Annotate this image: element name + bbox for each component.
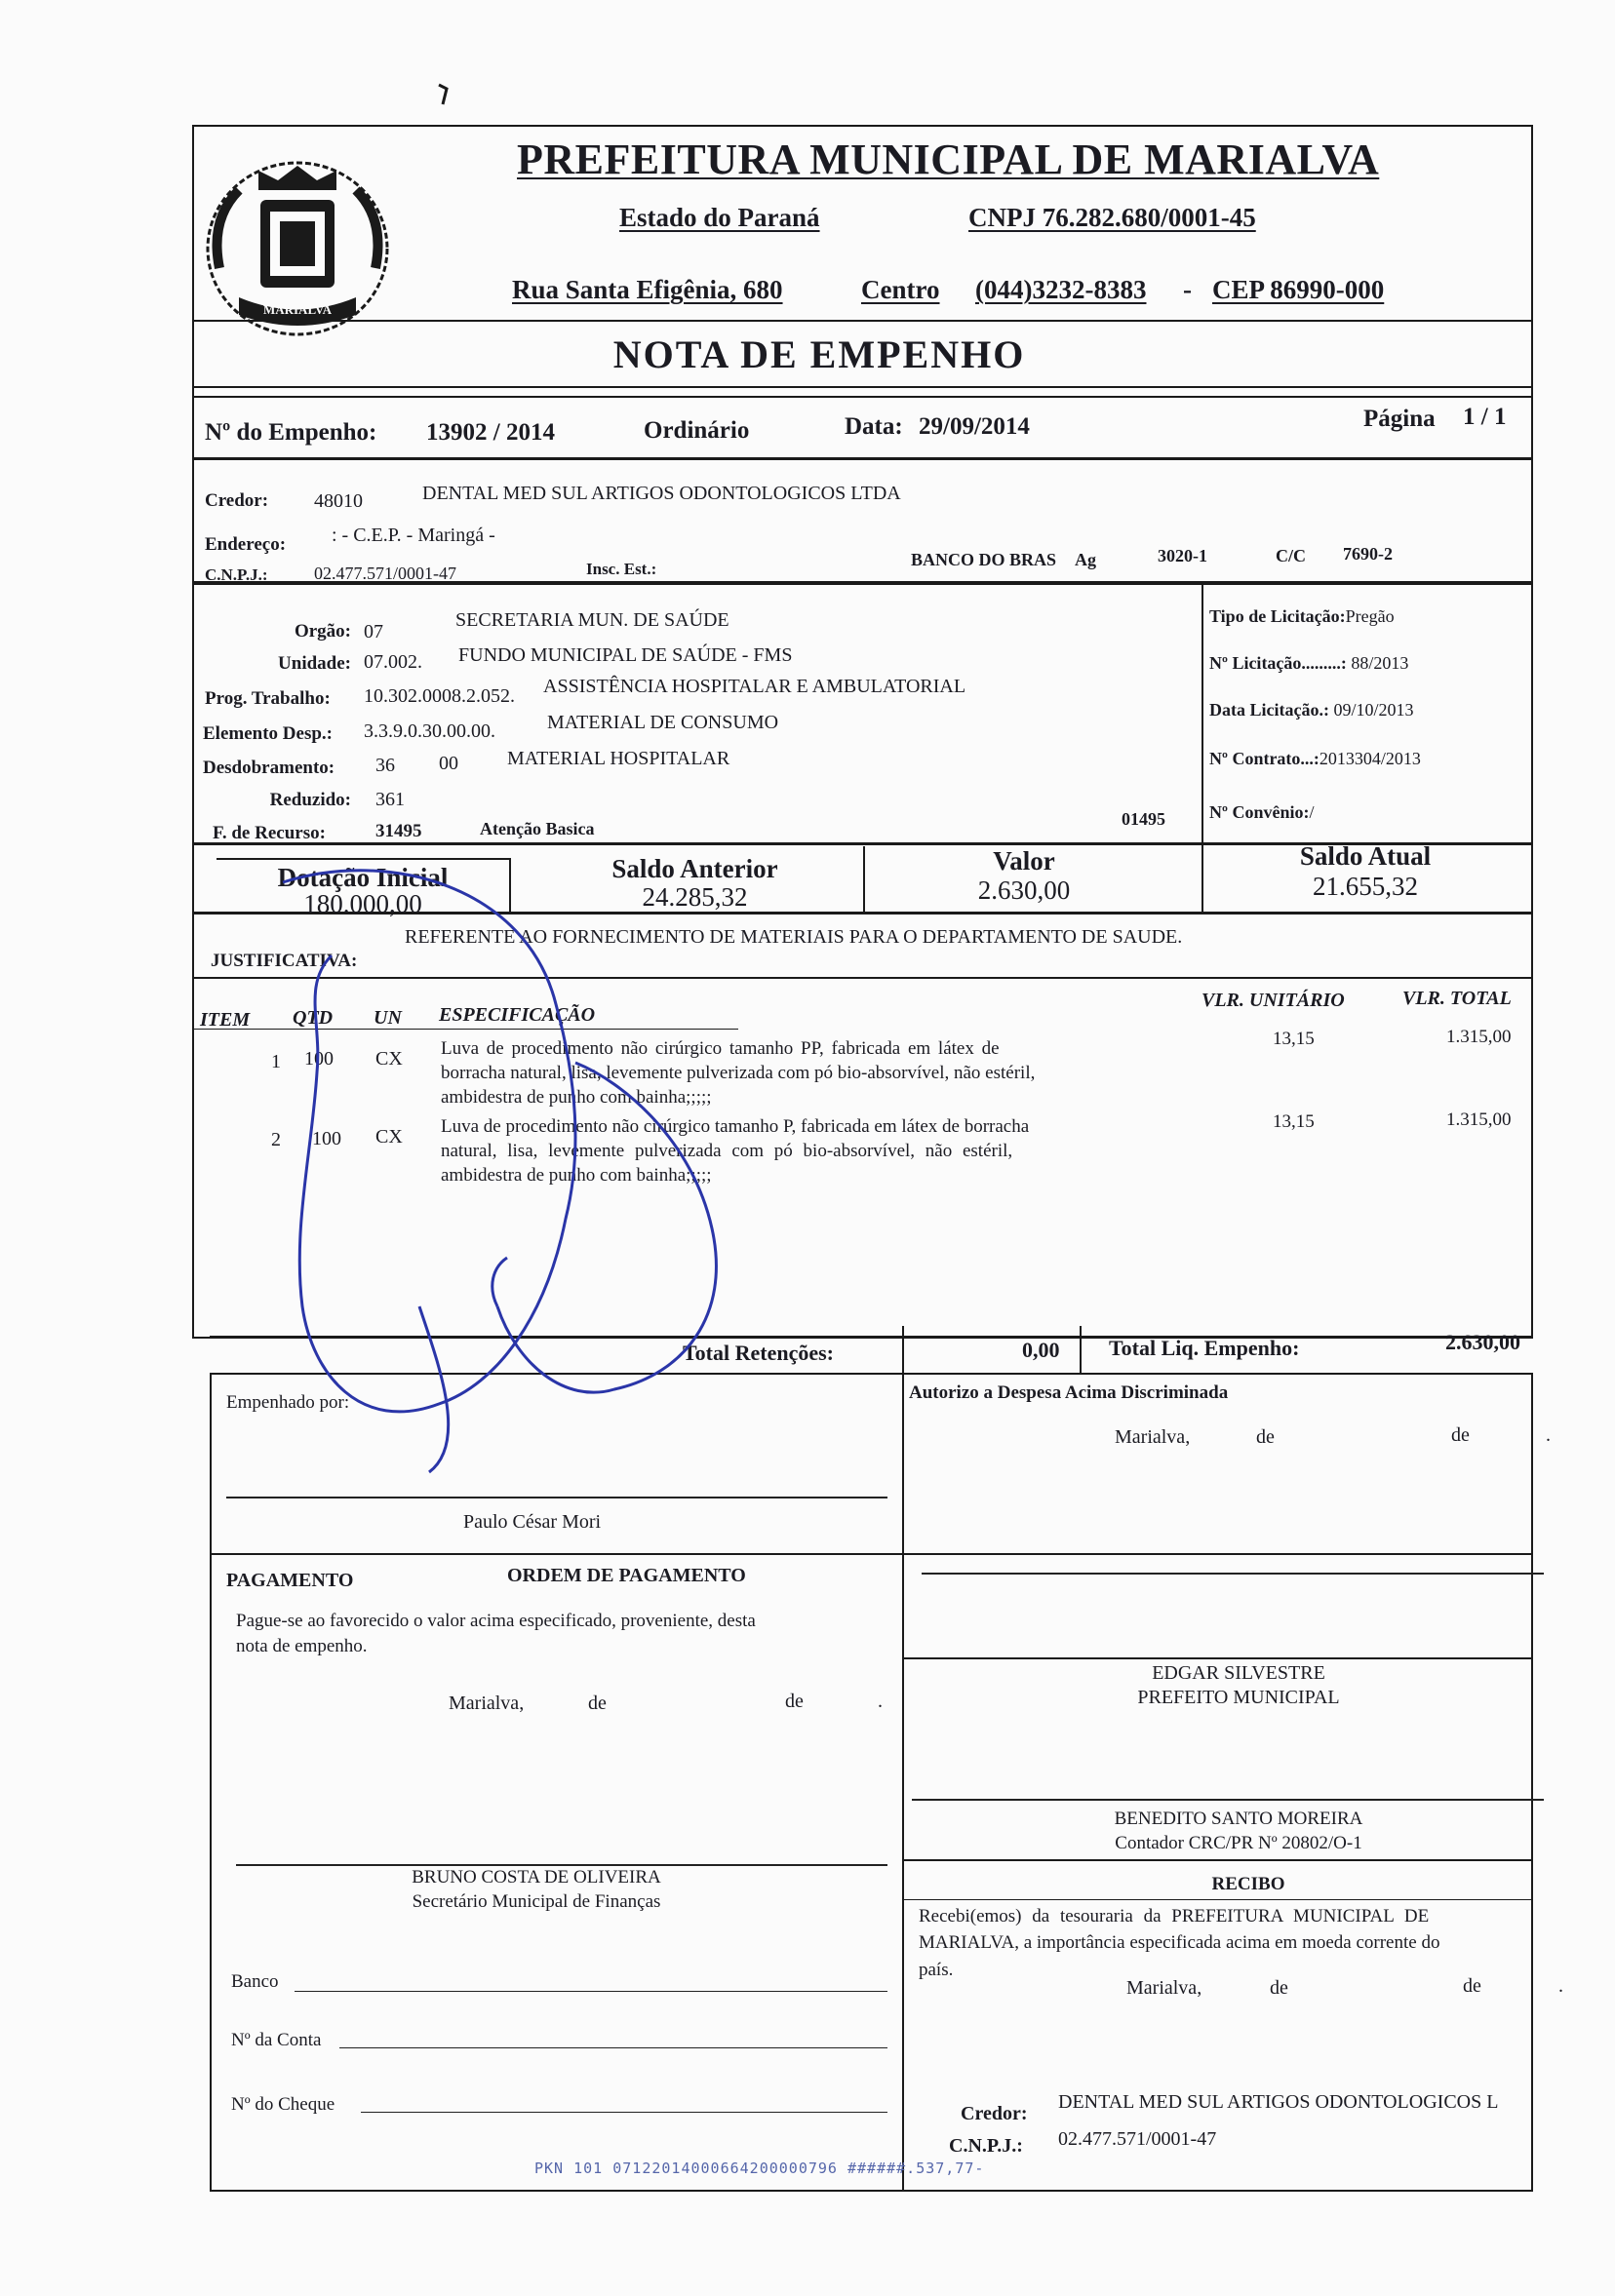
prog-name: ASSISTÊNCIA HOSPITALAR E AMBULATORIAL — [543, 676, 966, 697]
item-1-line-1: Luva de procedimento não cirúrgico tamanho PP, fabricada em látex de — [441, 1038, 1000, 1059]
recurso-label: F. de Recurso: — [213, 823, 326, 843]
page-label: Página — [1363, 406, 1436, 432]
header-district: Centro — [861, 275, 940, 304]
recurso-right: 01495 — [1122, 809, 1165, 829]
credor-cnpj: 02.477.571/0001-47 — [314, 564, 456, 583]
saldo-divider-2 — [863, 846, 865, 914]
insc-est-label: Insc. Est.: — [586, 560, 657, 578]
totals-divider-1 — [902, 1326, 904, 1375]
recibo-credor-name: DENTAL MED SUL ARTIGOS ODONTOLOGICOS L — [1058, 2091, 1499, 2113]
header-street: Rua Santa Efigênia, 680 — [512, 275, 783, 304]
item-1-line-2: borracha natural, lisa, levemente pulverizada com pó bio-absorvível, não estéril, — [441, 1063, 1036, 1083]
tipo-licitacao-value: Pregão — [1345, 606, 1395, 626]
recibo-text-2: MARIALVA, a importância especificada acima em moeda corrente do — [919, 1932, 1440, 1953]
col-item: ITEM — [200, 1009, 251, 1031]
account-label: C/C — [1276, 546, 1306, 565]
agency-value: 3020-1 — [1158, 546, 1207, 565]
ordem-pagamento-label: ORDEM DE PAGAMENTO — [507, 1565, 746, 1586]
valor-value: 2.630,00 — [977, 876, 1071, 905]
contrato — [1209, 749, 1421, 769]
numero-licitacao-value: 88/2013 — [1351, 653, 1409, 673]
item-2-unit: 13,15 — [1273, 1111, 1315, 1132]
reduzido-label: Reduzido: — [269, 790, 351, 810]
prog-label: Prog. Trabalho: — [205, 688, 331, 709]
desdobramento-label: Desdobramento: — [203, 758, 335, 778]
svg-text:MARIALVA: MARIALVA — [262, 302, 333, 317]
autorizo-label: Autorizo a Despesa Acima Discriminada — [909, 1382, 1229, 1403]
col-un: UN — [374, 1007, 402, 1029]
item-1-number: 1 — [271, 1051, 281, 1072]
page-title: PREFEITURA MUNICIPAL DE MARIALVA — [517, 136, 1380, 183]
recibo-title-line — [902, 1899, 1533, 1900]
contrato-value: 2013304/2013 — [1319, 749, 1421, 768]
totals-divider-2 — [1080, 1326, 1082, 1375]
recibo-text-3: país. — [919, 1960, 954, 1980]
address-value: : - C.E.P. - Maringá - — [332, 525, 495, 546]
recibo-de-1: de — [1270, 1977, 1288, 1999]
bank-stamp: PKN 101 07122014000664200000796 ######.537,77- — [534, 2160, 985, 2177]
desdobramento-sub: 00 — [439, 753, 458, 774]
justificativa-text: REFERENTE AO FORNECIMENTO DE MATERIAIS PARA O DEPARTAMENTO DE SAUDE. — [405, 926, 1183, 948]
header-phone: (044)3232-8383 — [975, 275, 1147, 304]
conta-field[interactable] — [339, 2047, 887, 2048]
agency-label: Ag — [1075, 550, 1096, 569]
city-crest — [200, 151, 395, 346]
autorizo-de-2: de — [1451, 1424, 1470, 1446]
cheque-field[interactable] — [361, 2112, 887, 2113]
empenhado-name: Paulo César Mori — [463, 1511, 602, 1533]
page-number: 1 / 1 — [1463, 404, 1507, 430]
header-cnpj: CNPJ 76.282.680/0001-45 — [968, 203, 1256, 232]
item-1-un: CX — [375, 1048, 403, 1070]
orgao-name: SECRETARIA MUN. DE SAÚDE — [455, 609, 729, 631]
recurso-code: 31495 — [375, 821, 422, 841]
credor-code: 48010 — [314, 490, 363, 512]
header-divider — [192, 320, 1533, 322]
desdobramento-name: MATERIAL HOSPITALAR — [507, 748, 730, 769]
autorizo-dot: . — [1546, 1424, 1551, 1446]
empenhado-signature-line — [226, 1497, 887, 1498]
item-2-line-1: Luva de procedimento não cirúrgico tamanho P, fabricada em látex de borracha — [441, 1116, 1030, 1137]
contador-signature-line — [912, 1799, 1544, 1801]
pagamento-city: Marialva, — [449, 1693, 525, 1714]
contador-name: BENEDITO SANTO MOREIRA — [1114, 1809, 1363, 1829]
bank-label: BANCO DO BRAS — [911, 550, 1057, 569]
liq-label: Total Liq. Empenho: — [1109, 1336, 1300, 1360]
pagamento-de-2: de — [785, 1691, 804, 1712]
financas-role: Secretário Municipal de Finanças — [412, 1891, 661, 1912]
recibo-city: Marialva, — [1126, 1977, 1202, 1999]
numero-licitacao — [1209, 653, 1408, 674]
reduzido-value: 361 — [375, 789, 405, 810]
pagamento-text-2: nota de empenho. — [236, 1636, 368, 1656]
col-espec: ESPECIFICAÇÃO — [439, 1004, 596, 1026]
financas-signature-line — [236, 1864, 887, 1866]
item-2-qtd: 100 — [312, 1128, 341, 1149]
item-2-un: CX — [375, 1126, 403, 1148]
handwritten-signature — [273, 858, 731, 1482]
elemento-label: Elemento Desp.: — [203, 723, 333, 744]
credor-label: Credor: — [205, 490, 269, 511]
recibo-top-line — [902, 1859, 1533, 1861]
pagamento-text-1: Pague-se ao favorecido o valor acima especificado, proveniente, desta — [236, 1611, 756, 1631]
prog-code: 10.302.0008.2.052. — [364, 685, 515, 707]
recibo-text-1: Recebi(emos) da tesouraria da PREFEITURA MUNICIPAL DE — [919, 1906, 1430, 1926]
pagamento-top-line — [210, 1553, 1533, 1555]
prefeito-top-line — [902, 1657, 1533, 1659]
banco-label: Banco — [231, 1971, 279, 1992]
justificativa-label: JUSTIFICATIVA: — [211, 951, 358, 971]
valor-label: Valor — [993, 846, 1055, 876]
banco-field[interactable] — [295, 1991, 887, 1992]
orgao-code: 07 — [364, 621, 383, 642]
recurso-name: Atenção Basica — [480, 819, 595, 838]
data-licitacao-label: Data Licitação.: — [1209, 700, 1329, 720]
recibo-credor-label: Credor: — [961, 2103, 1028, 2124]
saldo-atual-label: Saldo Atual — [1299, 841, 1432, 871]
convenio-label: Nº Convênio: — [1209, 802, 1310, 822]
empenho-number: 13902 / 2014 — [426, 419, 555, 446]
saldo-divider-3 — [1201, 844, 1203, 914]
unidade-name: FUNDO MUNICIPAL DE SAÚDE - FMS — [458, 644, 793, 666]
col-total: VLR. TOTAL — [1402, 988, 1512, 1009]
state-name: Estado do Paraná — [619, 203, 820, 232]
lower-frame — [210, 1373, 1533, 2192]
pagamento-label: PAGAMENTO — [226, 1570, 354, 1591]
empenhado-label: Empenhado por: — [226, 1392, 350, 1413]
item-1-qtd: 100 — [304, 1048, 334, 1070]
empenho-type: Ordinário — [644, 417, 750, 444]
col-unit: VLR. UNITÁRIO — [1201, 990, 1345, 1011]
item-1-line-3: ambidestra de punho com bainha;;;;; — [441, 1087, 712, 1108]
item-2-line-2: natural, lisa, levemente pulverizada com pó bio-absorvível, não estéril, — [441, 1141, 1013, 1161]
tipo-licitacao-label-text: Tipo de Licitação: — [1209, 606, 1346, 626]
account-value: 7690-2 — [1343, 544, 1393, 564]
unidade-label: Unidade: — [278, 653, 351, 674]
credor-cnpj-label: C.N.P.J.: — [205, 565, 268, 584]
licitacao-divider — [1201, 583, 1203, 844]
convenio — [1209, 802, 1314, 823]
item-2-line-3: ambidestra de punho com bainha;;;;; — [441, 1165, 712, 1186]
empenho-date: 29/09/2014 — [919, 413, 1030, 440]
lower-center-divider — [902, 1373, 904, 2192]
retencoes-label: Total Retenções: — [683, 1341, 834, 1365]
saldo-anterior-label: Saldo Anterior — [611, 854, 778, 883]
pagamento-de-1: de — [588, 1693, 607, 1714]
elemento-code: 3.3.9.0.30.00.00. — [364, 720, 495, 742]
elemento-name: MATERIAL DE CONSUMO — [547, 712, 779, 733]
data-licitacao — [1209, 700, 1413, 720]
col-qtd: QTD — [293, 1007, 334, 1029]
recibo-cnpj: 02.477.571/0001-47 — [1058, 2128, 1217, 2150]
conta-label: Nº da Conta — [231, 2030, 322, 2050]
contador-role: Contador CRC/PR Nº 20802/O-1 — [1115, 1833, 1362, 1853]
dotacao-inicial-label: Dotação Inicial — [277, 863, 449, 892]
empenho-date-label: Data: — [845, 413, 903, 440]
recibo-cnpj-label: C.N.P.J.: — [949, 2135, 1023, 2157]
scan-mark — [437, 83, 449, 106]
saldo-anterior-value: 24.285,32 — [642, 882, 748, 912]
autorizo-de-1: de — [1256, 1426, 1275, 1448]
credor-name: DENTAL MED SUL ARTIGOS ODONTOLOGICOS LTDA — [422, 483, 901, 504]
recibo-title: RECIBO — [1211, 1874, 1285, 1894]
autorizo-city: Marialva, — [1115, 1426, 1191, 1448]
contrato-label: Nº Contrato...: — [1209, 749, 1320, 768]
orgao-label: Orgão: — [294, 621, 351, 642]
cheque-label: Nº do Cheque — [231, 2094, 335, 2115]
desdobramento-code: 36 — [375, 755, 395, 776]
numero-licitacao-label: Nº Licitação.........: — [1209, 653, 1347, 673]
data-licitacao-value: 09/10/2013 — [1333, 700, 1414, 720]
item-2-number: 2 — [271, 1129, 281, 1150]
pagamento-dot: . — [878, 1691, 883, 1712]
doc-title: NOTA DE EMPENHO — [612, 332, 1026, 376]
saldo-atual-value: 21.655,32 — [1313, 872, 1418, 901]
recibo-dot: . — [1558, 1975, 1563, 1997]
financas-name: BRUNO COSTA DE OLIVEIRA — [412, 1867, 661, 1887]
dotacao-inicial-value: 180.000,00 — [303, 889, 422, 918]
header-dash: - — [1183, 275, 1192, 304]
header-cep: CEP 86990-000 — [1212, 275, 1385, 304]
item-2-total: 1.315,00 — [1446, 1109, 1512, 1130]
empenho-number-label: Nº do Empenho: — [205, 419, 377, 446]
prefeito-role: PREFEITO MUNICIPAL — [1137, 1687, 1340, 1708]
retencoes-value: 0,00 — [1022, 1338, 1060, 1362]
liq-value: 2.630,00 — [1445, 1330, 1520, 1354]
prefeito-name: EDGAR SILVESTRE — [1152, 1662, 1325, 1684]
tipo-licitacao-label — [1209, 606, 1395, 627]
item-1-total: 1.315,00 — [1446, 1027, 1512, 1047]
unidade-code: 07.002. — [364, 651, 422, 673]
item-1-unit: 13,15 — [1273, 1029, 1315, 1049]
autorizo-signature-line — [922, 1573, 1544, 1575]
convenio-value: / — [1309, 802, 1315, 822]
address-label: Endereço: — [205, 534, 287, 555]
recibo-de-2: de — [1463, 1975, 1481, 1997]
